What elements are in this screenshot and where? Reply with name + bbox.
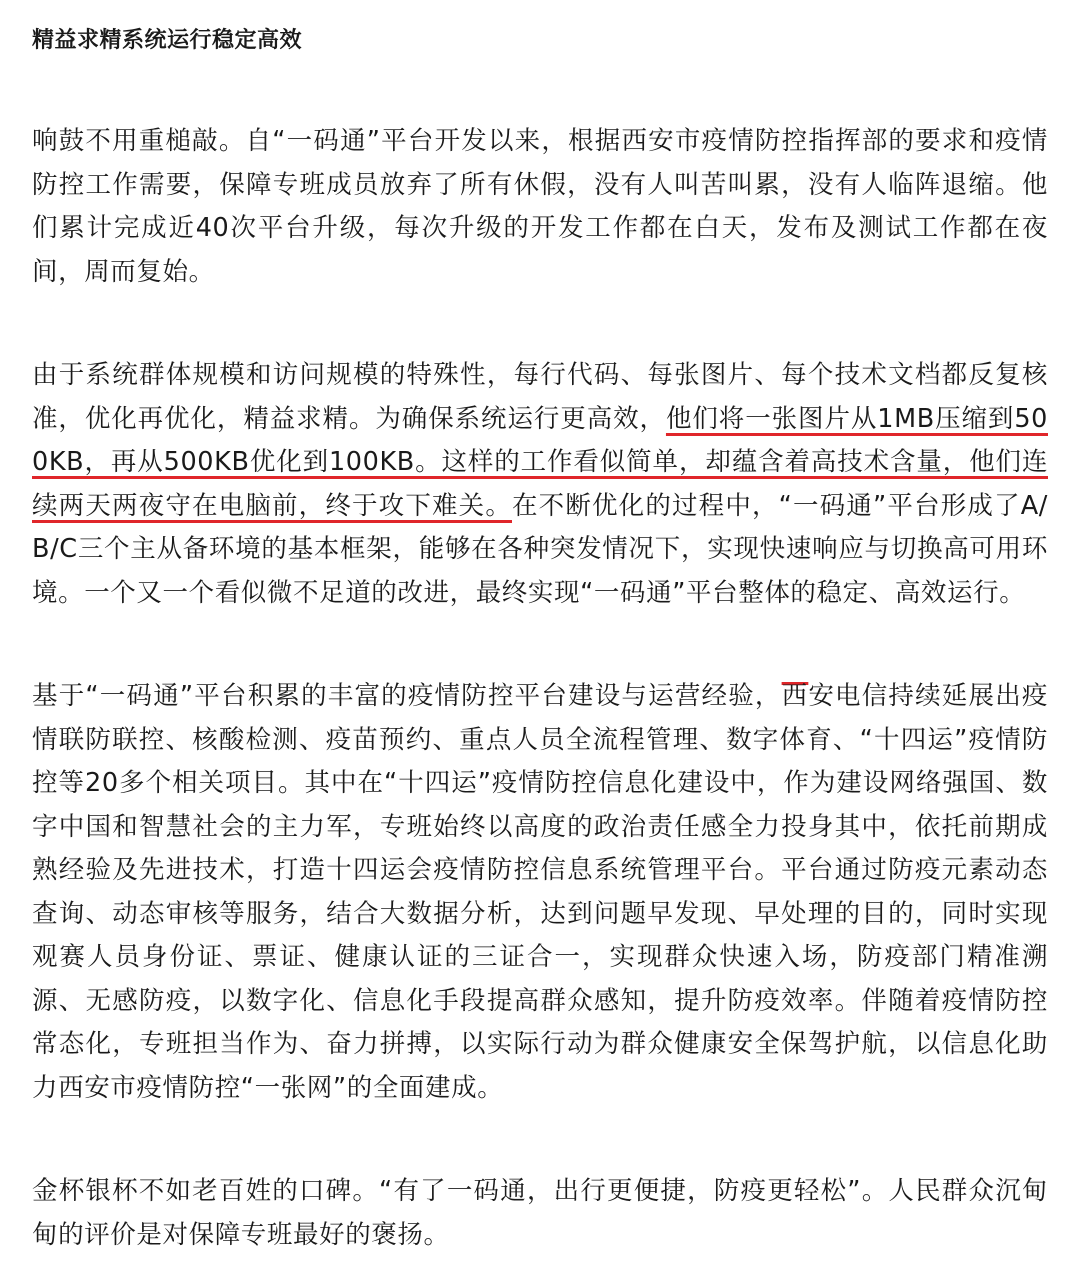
- paragraph-3-tail: 安电信持续延展出疫情联防联控、核酸检测、疫苗预约、重点人员全流程管理、数字体育、“十四运”疫情防控等20多个相关项目。其中在“十四运”疫情防控信息化建设中，作为建设网络强国、数字中国和智慧社会的主力军，专班始终以高度的政治责任感全力投身其中，依托前期成熟经验及先进技术，打造十四运会疫情防控信息系统管理平台。平台通过防疫元素动态查询、动态审核等服务，结合大数据分析，达到问题早发现、早处理的目的，同时实现观赛人员身份证、票证、健康认证的三证合一，实现群众快速入场，防疫部门精准溯源、无感防疫，以数字化、信息化手段提高群众感知，提升防疫效率。伴随着疫情防控常态化，专班担当作为、奋力拼搏，以实际行动为群众健康安全保驾护航，以信息化助力西安市疫情防控“一张网”的全面建成。: [32, 681, 1048, 1103]
- article: [32, 22, 1048, 1257]
- section-heading: 精益求精系统运行稳定高效: [32, 28, 303, 53]
- paragraph-3-lead: 基于“一码通”平台积累的丰富的疫情防控平台建设与运营经验，: [32, 681, 782, 711]
- paragraph-1: 响鼓不用重槌敲。自“一码通”平台开发以来，根据西安市疫情防控指挥部的要求和疫情防控工作需要，保障专班成员放弃了所有休假，没有人叫苦叫累，没有人临阵退缩。他们累计完成近40次平台升级，每次升级的开发工作都在白天，发布及测试工作都在夜间，周而复始。: [32, 126, 1048, 287]
- red-marked-character: 西: [781, 681, 809, 711]
- paragraph-3: [32, 675, 1048, 1110]
- paragraph-2-tail: 在不断优化的过程中，“一码通”平台形成了A/B/C三个主从备环境的基本框架，能够在各种突发情况下，实现快速响应与切换高可用环境。一个又一个看似微不足道的改进，最终实现“一码通”平台整体的稳定、高效运行。: [32, 490, 1048, 608]
- paragraph-2-lead: 由于系统群体规模和访问规模的特殊性，每行代码、每张图片、每个技术文档都反复核准，优化再优化，精益求精。为确保系统运行更高效，: [32, 360, 1048, 434]
- paragraph-2: [32, 354, 1048, 615]
- paragraph-4: 金杯银杯不如老百姓的口碑。“有了一码通，出行更便捷，防疫更轻松”。人民群众沉甸甸的评价是对保障专班最好的褒扬。: [32, 1176, 1048, 1250]
- red-underlined-text: 他们将一张图片从1MB压缩到500KB，再从500KB优化到100KB。这样的工作看似简单，却蕴含着高技术含量，他们连续两天两夜守在电脑前，终于攻下难关。: [32, 403, 1048, 521]
